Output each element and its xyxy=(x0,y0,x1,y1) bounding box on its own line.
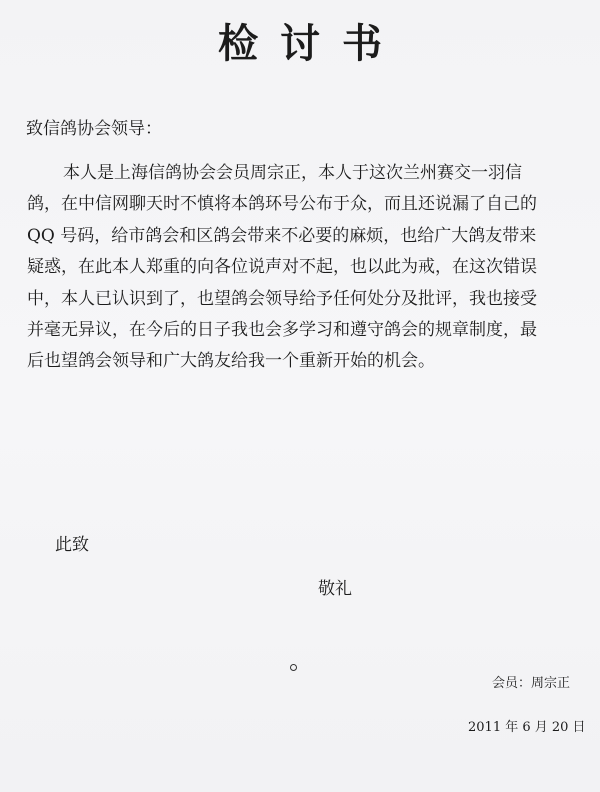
letter-body xyxy=(27,158,587,378)
body-line: 中，本人已认识到了，也望鸽会领导给予任何处分及批评，我也接受 xyxy=(27,288,537,309)
member-signature: 会员：周宗正 xyxy=(492,676,571,691)
body-line: 疑惑，在此本人郑重的向各位说声对不起，也以此为戒，在这次错误 xyxy=(27,257,537,278)
body-line: 并毫无异议，在今后的日子我也会多学习和遵守鸽会的规章制度，最 xyxy=(27,319,537,340)
regards-phrase: 敬礼 xyxy=(318,579,352,599)
letter-date: 2011 年 6 月 20 日 xyxy=(468,720,586,735)
salutation: 致信鸽协会领导： xyxy=(26,119,162,139)
body-line: 鸽，在中信网聊天时不慎将本鸽环号公布于众，而且还说漏了自己的 xyxy=(27,194,537,215)
body-line: 本人是上海信鸽协会会员周宗正，本人于这次兰州赛交一羽信 xyxy=(63,163,522,183)
document-title: 检讨书 xyxy=(218,20,404,67)
body-line: QQ 号码，给市鸽会和区鸽会带来不必要的麻烦，也给广大鸽友带来 xyxy=(27,225,537,246)
ink-dot-mark xyxy=(290,664,297,671)
body-line: 后也望鸽会领导和广大鸽友给我一个重新开始的机会。 xyxy=(27,351,435,372)
closing-phrase: 此致 xyxy=(55,535,89,555)
